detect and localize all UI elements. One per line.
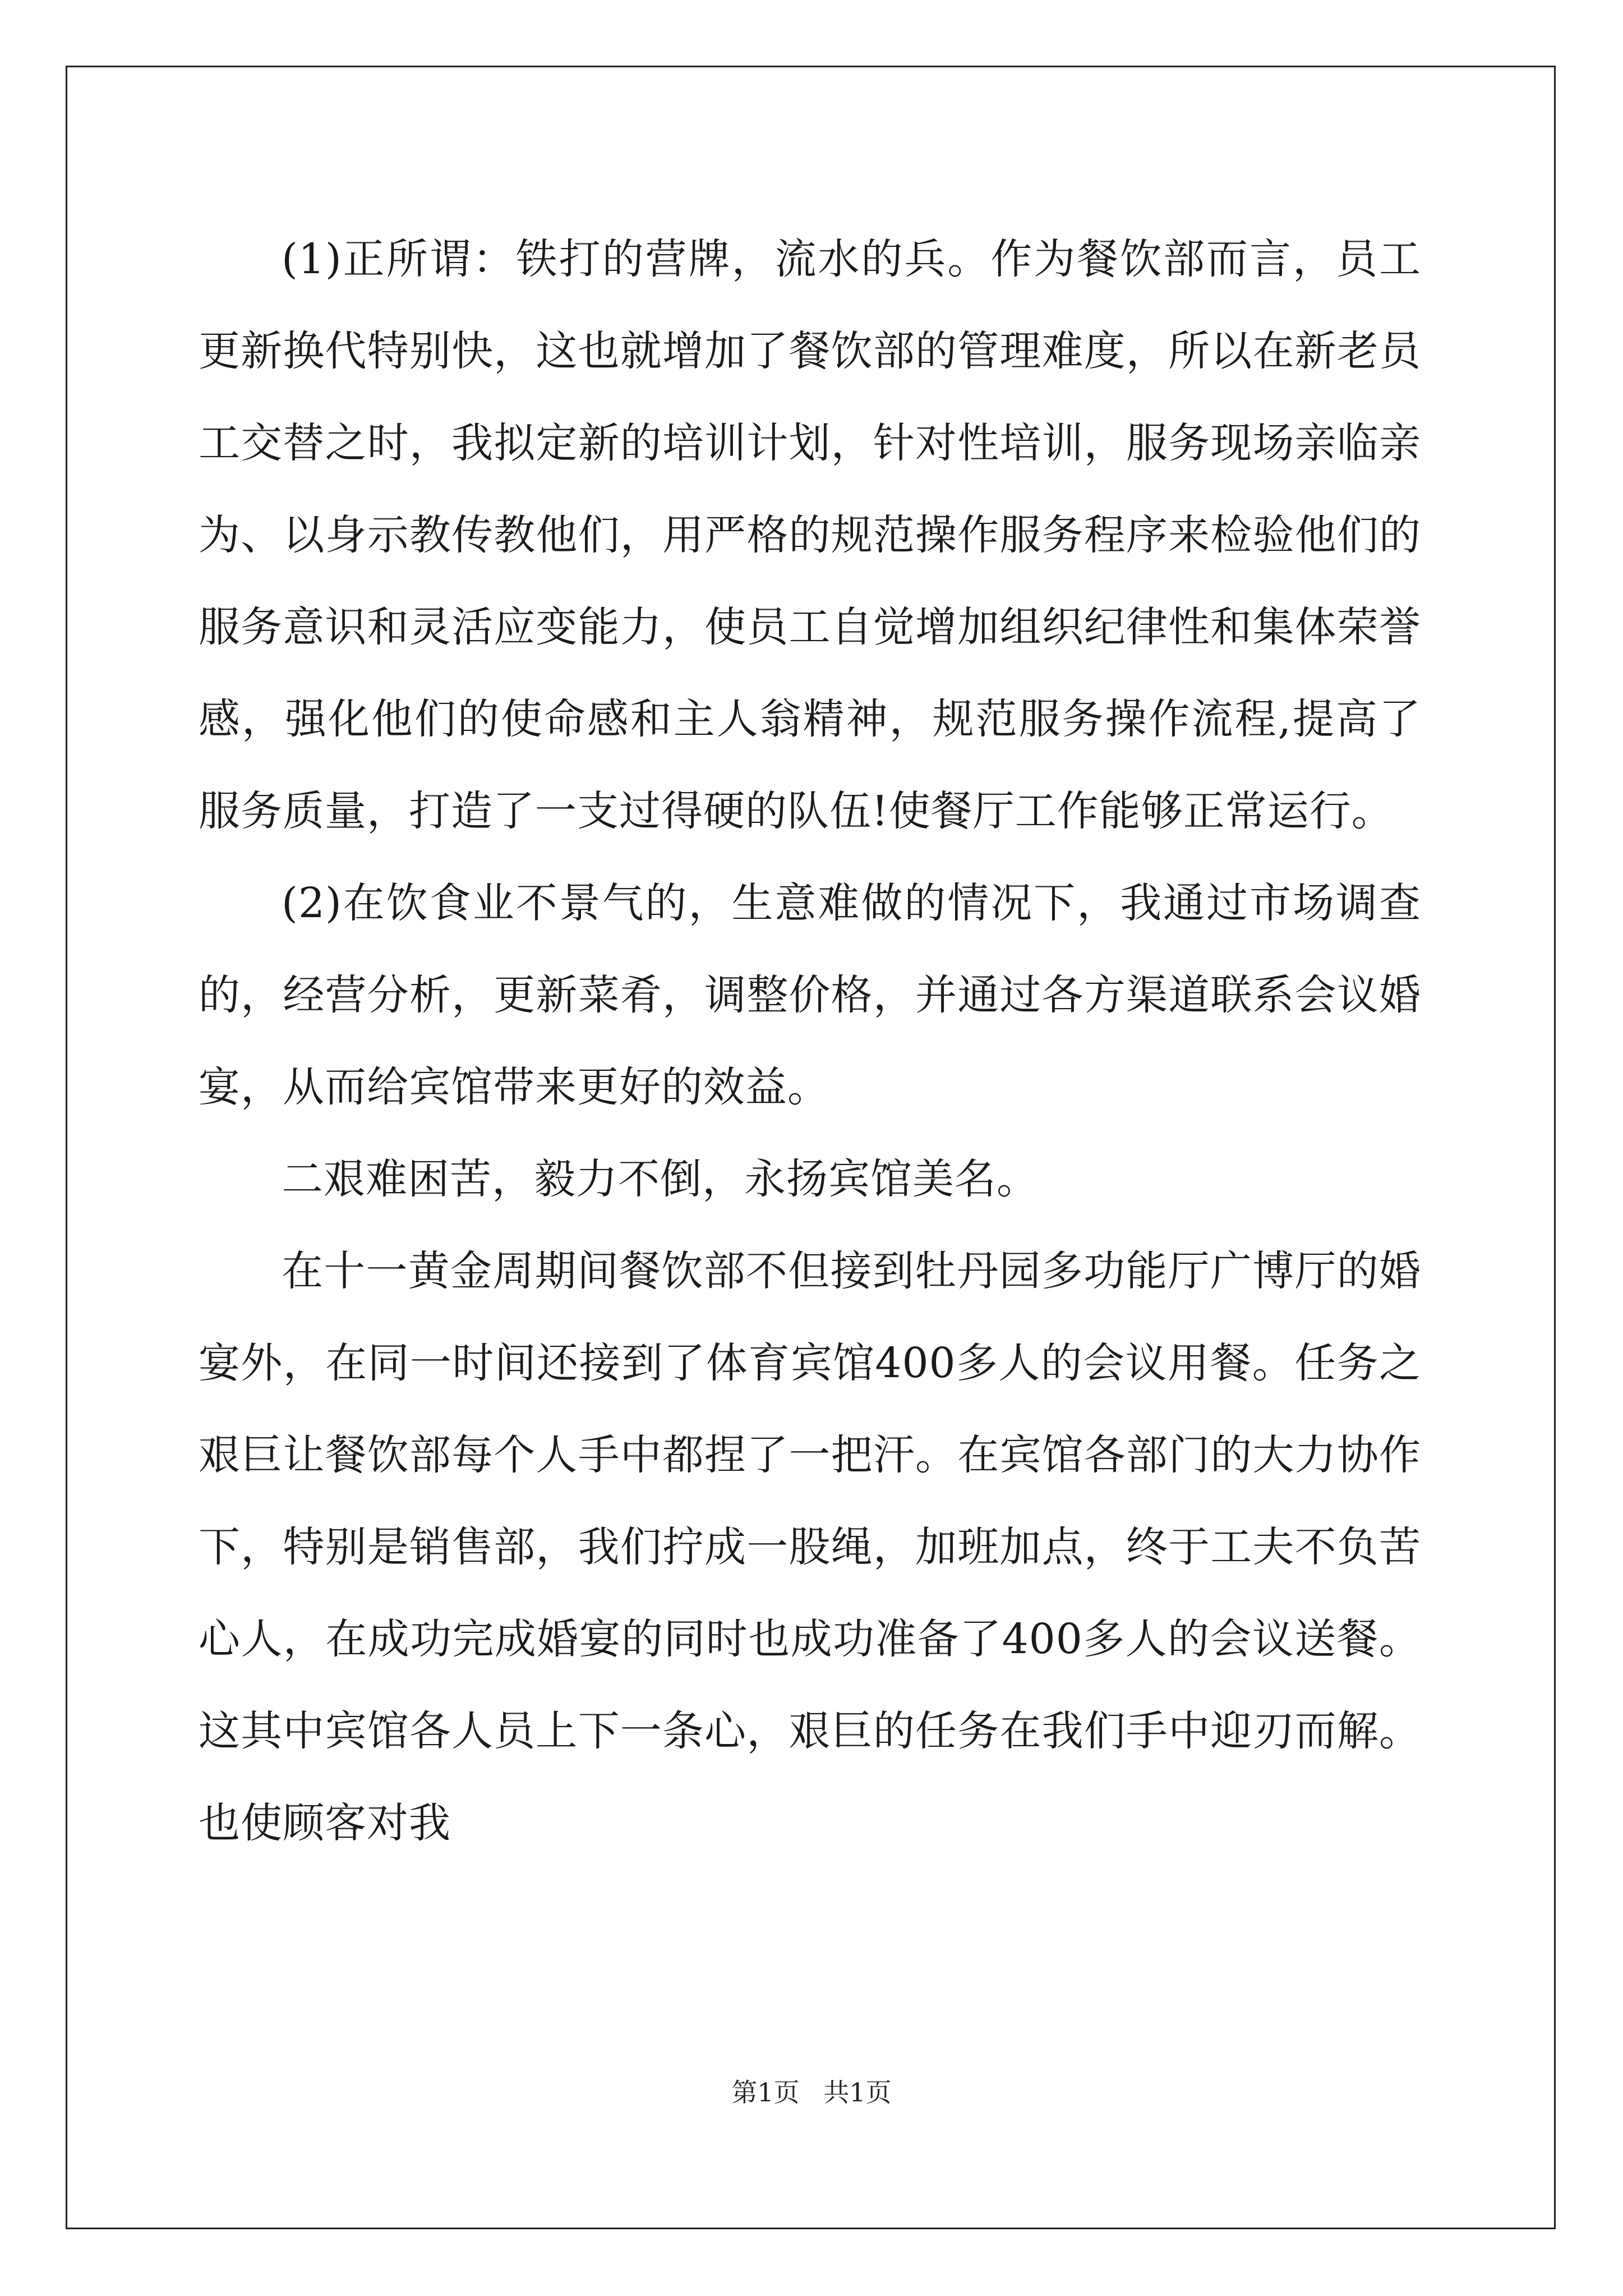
document-body: [199, 213, 1421, 1869]
page-total: 共1页: [823, 2077, 892, 2108]
paragraph-section-heading: 二艰难困苦，毅力不倒，永扬宾馆美名。: [282, 1155, 1039, 1203]
page-number: 第1页: [731, 2077, 800, 2108]
paragraph-golden-week: 在十一黄金周期间餐饮部不但接到牡丹园多功能厅广博厅的婚宴外，在同一时间还接到了体育宾馆400多人的会议用餐。任务之艰巨让餐饮部每个人手中都捏了一把汗。在宾馆各部门的大力协作下，特别是销售部，我们拧成一股绳，加班加点，终于工夫不负苦心人，在成功完成婚宴的同时也成功准备了400多人的会议送餐。这其中宾馆各人员上下一条心，艰巨的任务在我们手中迎刃而解。也使顾客对我: [199, 1247, 1421, 1847]
page-footer: [0, 2076, 1623, 2109]
paragraph-business-analysis: (2)在饮食业不景气的，生意难做的情况下，我通过市场调查的，经营分析，更新菜肴，调整价格，并通过各方渠道联系会议婚宴，从而给宾馆带来更好的效益。: [199, 879, 1421, 1111]
paragraph-staff-training: (1)正所谓：铁打的营牌，流水的兵。作为餐饮部而言，员工更新换代特别快，这也就增加了餐饮部的管理难度，所以在新老员工交替之时，我拟定新的培训计划，针对性培训，服务现场亲临亲为、以身示教传教他们，用严格的规范操作服务程序来检验他们的服务意识和灵活应变能力，使员工自觉增加组织纪律性和集体荣誉感，强化他们的使命感和主人翁精神，规范服务操作流程,提高了服务质量，打造了一支过得硬的队伍!使餐厅工作能够正常运行。: [199, 235, 1421, 835]
